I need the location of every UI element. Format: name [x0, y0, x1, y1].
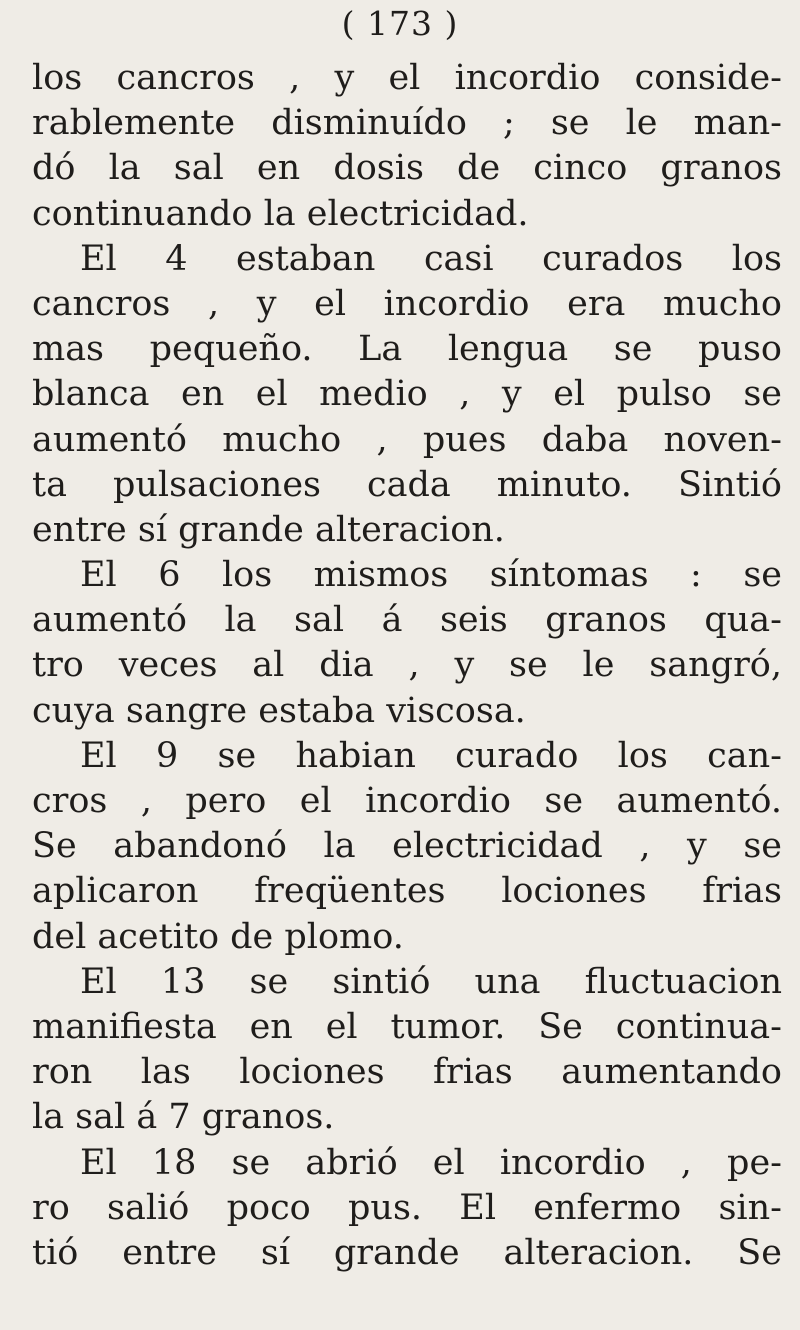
text-line: cancros , y el incordio era mucho — [32, 283, 782, 324]
body-text — [32, 56, 782, 1276]
text-line: aplicaron freqüentes lociones frias — [32, 871, 782, 912]
text-line: cros , pero el incordio se aumentó. — [32, 781, 782, 821]
text-line: continuando la electricidad. — [32, 193, 529, 234]
page-number: ( 173 ) — [341, 4, 459, 43]
text-line: del acetito de plomo. — [32, 916, 404, 957]
text-line: los cancros , y el incordio conside- — [32, 58, 782, 98]
text-line: cuya sangre estaba viscosa. — [32, 690, 526, 731]
paragraph-first-line: El 18 se abrió el incordio , pe- — [80, 1142, 782, 1183]
text-line: aumentó mucho , pues daba noven- — [32, 419, 782, 460]
paragraph-first-line: El 6 los mismos síntomas : se — [80, 555, 782, 596]
text-line: mas pequeño. La lengua se puso — [32, 329, 782, 370]
text-line: ron las lociones frias aumentando — [32, 1052, 782, 1093]
text-line: entre sí grande alteracion. — [32, 509, 505, 550]
text-line: ro salió poco pus. El enfermo sin- — [32, 1187, 782, 1228]
text-line: tro veces al dia , y se le sangró, — [32, 645, 782, 686]
text-line: aumentó la sal á seis granos qua- — [32, 600, 782, 641]
text-line: Se abandonó la electricidad , y se — [32, 826, 782, 867]
text-line: rablemente disminuído ; se le man- — [32, 103, 782, 144]
paragraph-first-line: El 4 estaban casi curados los — [80, 238, 782, 279]
paragraph-first-line: El 13 se sintió una fluctuacion — [80, 961, 782, 1002]
paragraph-first-line: El 9 se habian curado los can- — [80, 735, 782, 776]
text-line: manifiesta en el tumor. Se continua- — [32, 1006, 782, 1047]
text-line: blanca en el medio , y el pulso se — [32, 374, 782, 415]
text-line: la sal á 7 granos. — [32, 1097, 335, 1138]
text-line: dó la sal en dosis de cinco granos — [32, 148, 782, 189]
text-line: tió entre sí grande alteracion. Se — [32, 1232, 782, 1273]
text-line: ta pulsaciones cada minuto. Sintió — [32, 464, 782, 505]
